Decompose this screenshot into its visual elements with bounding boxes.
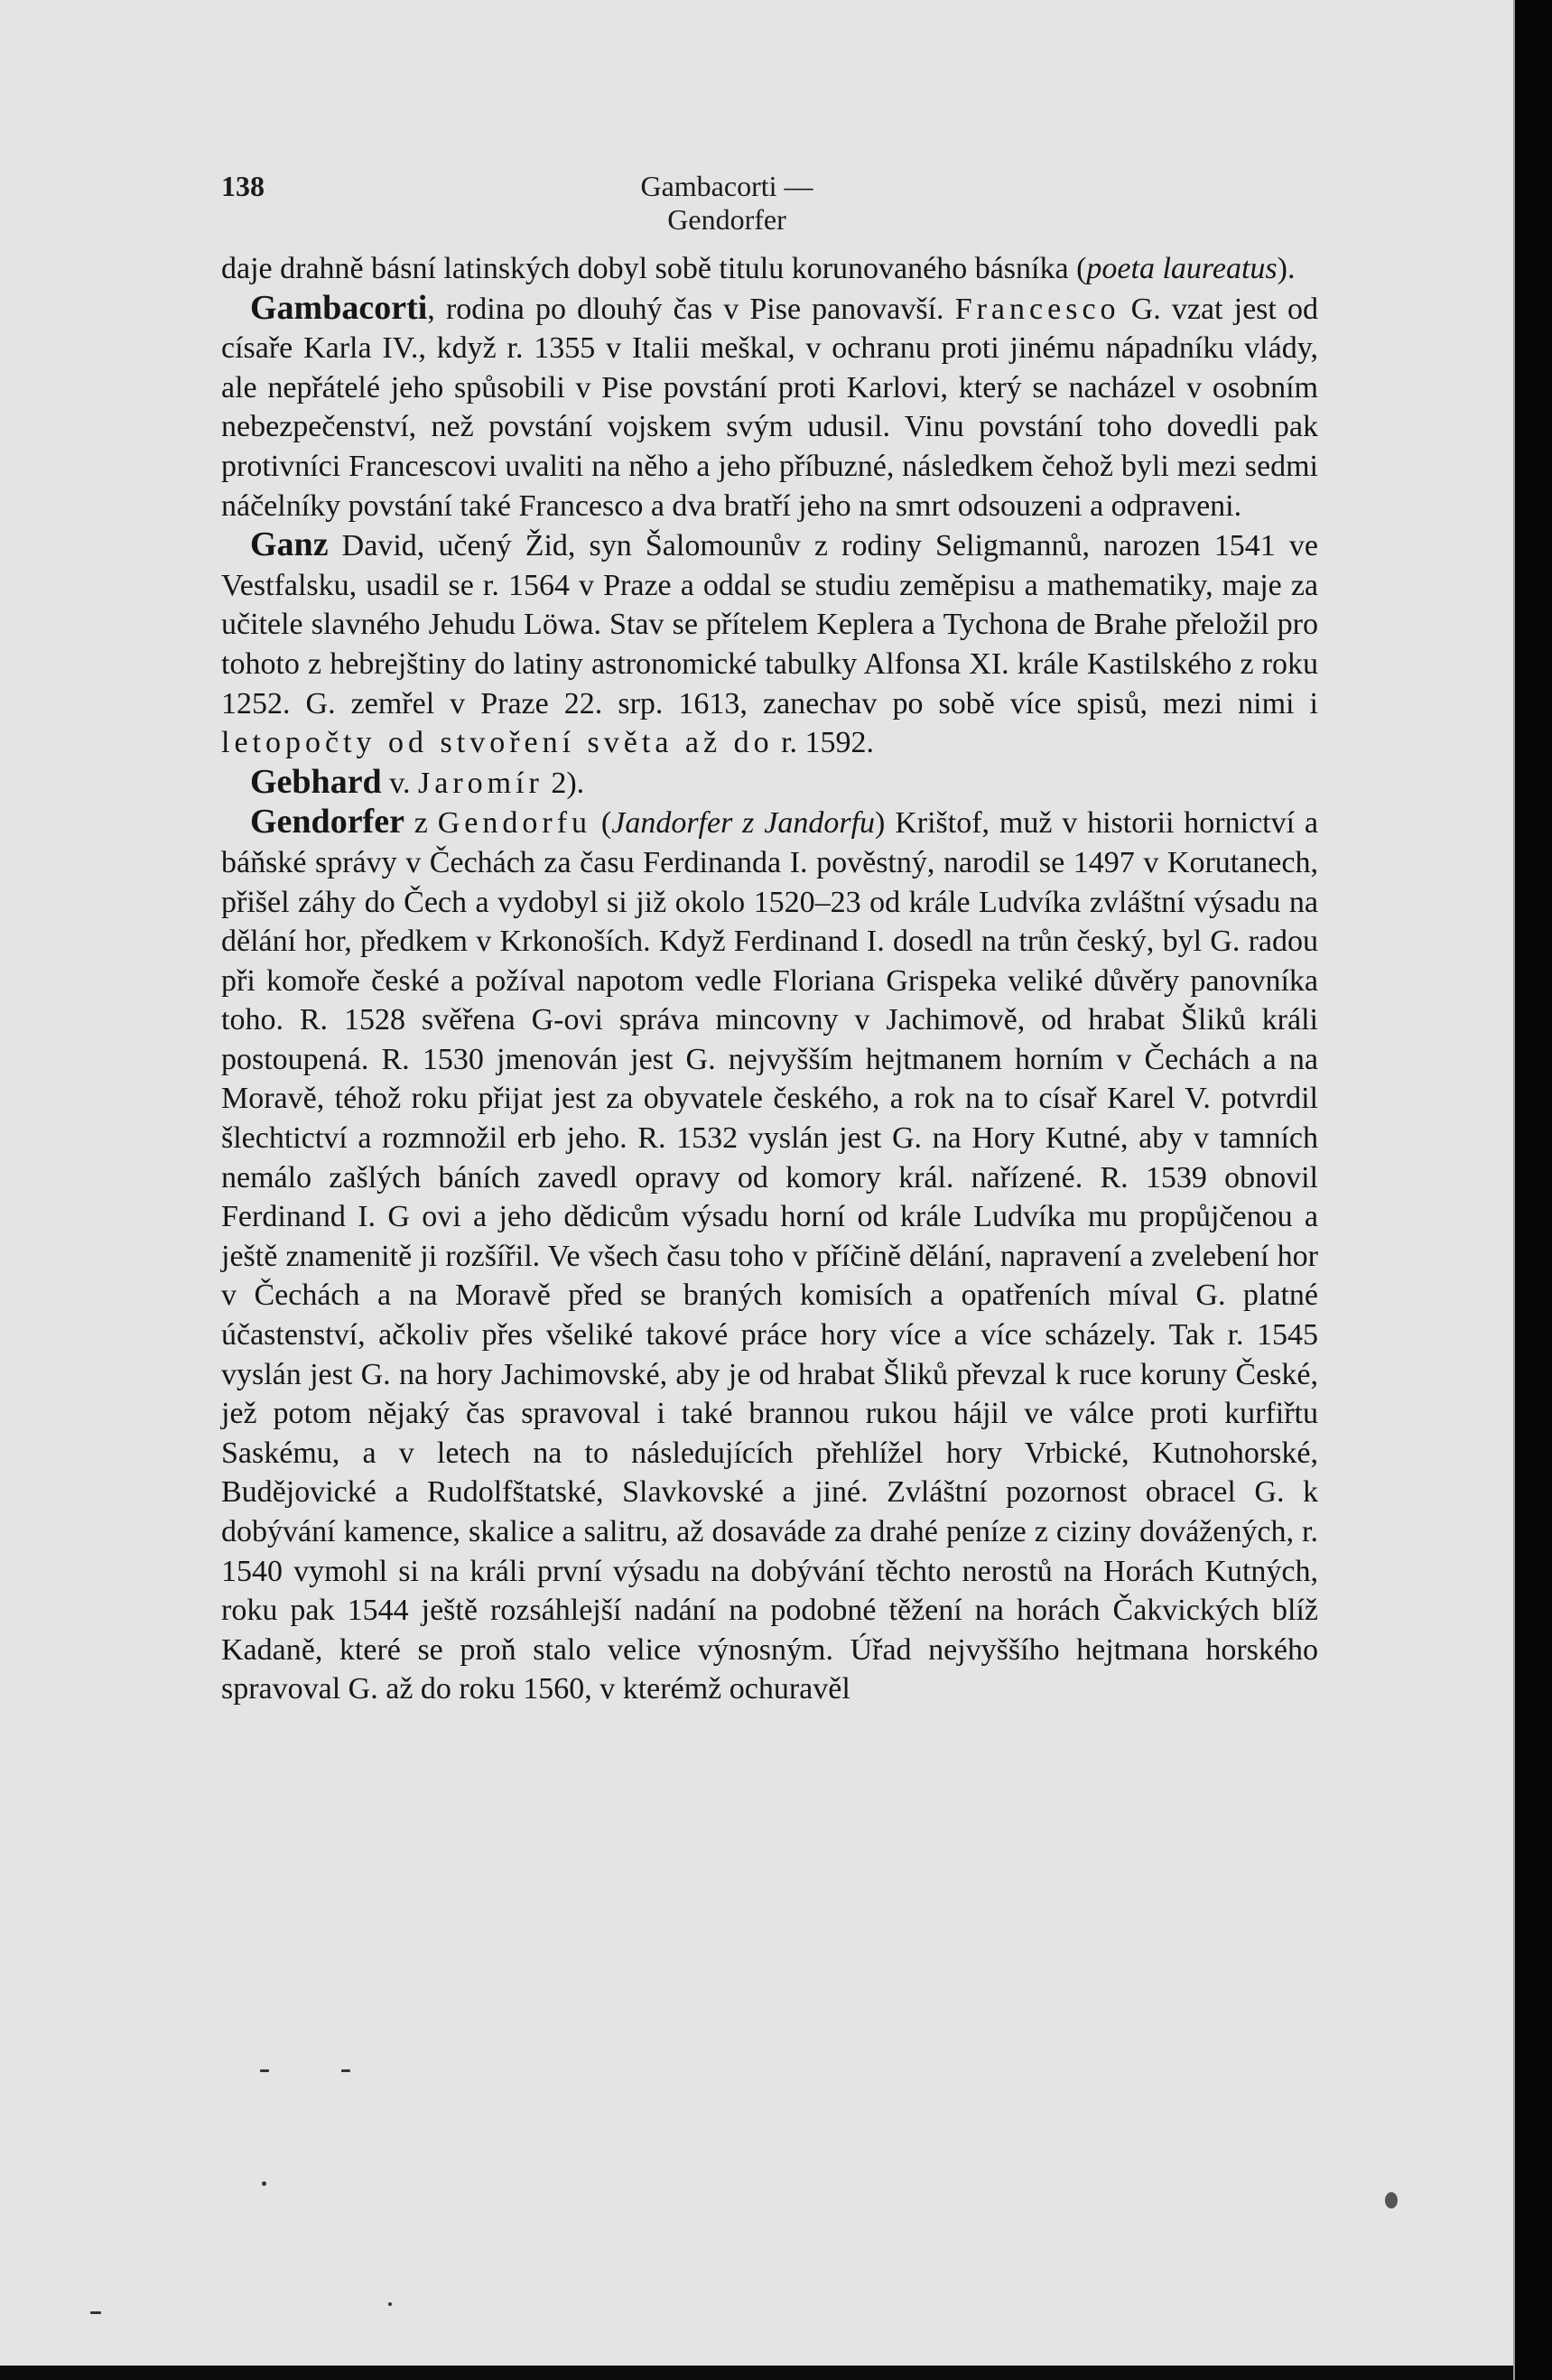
spaced-run: Jaromír [418, 766, 544, 800]
text-run: 2). [543, 766, 585, 800]
book-spine [1515, 0, 1552, 2380]
text-run: ). [1277, 252, 1296, 285]
spaced-run: Gendorfu [437, 806, 592, 841]
paragraph-continuation [221, 249, 1318, 289]
italic-run: poeta laureatus [1086, 252, 1278, 285]
page-header [221, 170, 1318, 236]
scan-speck [90, 2311, 101, 2314]
running-head: Gambacorti — Gendorfer [640, 170, 813, 236]
entry-gambacorti [221, 289, 1318, 526]
headword: Gambacorti [250, 288, 428, 327]
body-text [221, 249, 1318, 1709]
entry-gendorfer [221, 803, 1318, 1709]
headword: Gendorfer [250, 803, 404, 841]
italic-run: Jandorfer z Jandorfu [611, 806, 876, 841]
scan-speck [341, 2069, 350, 2072]
headword: Gebhard [250, 762, 382, 801]
scan-speck [388, 2302, 392, 2306]
text-run: , rodina po dlouhý čas v Pise panovavší. [427, 292, 955, 326]
text-run: ( [591, 806, 612, 841]
text-run: r. 1592. [773, 726, 875, 760]
text-run: z [404, 806, 438, 841]
scan-speck [262, 2181, 266, 2186]
scan-speck [1385, 2192, 1398, 2208]
page-number: 138 [221, 170, 265, 202]
text-run: daje drahně básní latinských dobyl sobě titulu korunovaného básníka ( [221, 252, 1087, 285]
scan-speck [260, 2069, 269, 2072]
headword: Ganz [250, 525, 329, 564]
spaced-run: Francesco [954, 292, 1120, 326]
text-run: v. [381, 766, 418, 800]
text-run: G. vzat jest od císaře Karla IV., když r. 1355 v Italii meškal, v ochranu proti jinému nápadníku vlády, ale nepřátelé jeho spůsobili v Pise povstání proti Karlovi, který se nacházel v osobním nebezpečenství, než povstání vojskem svým udusil. Vinu povstání toho dovedli pak protivníci Francescovi uvaliti na něho a jeho příbuzné, následkem čehož byli mezi sedmi náčelníky povstání také Francesco a dva bratří jeho na smrt odsouzeni a odpraveni. [221, 292, 1318, 523]
spaced-run: letopočty od stvoření světa až do [221, 726, 774, 760]
entry-ganz [221, 525, 1318, 763]
text-run: David, učený Žid, syn Šalomounův z rodiny Seligmannů, narozen 1541 ve Vestfalsku, usadil se r. 1564 v Praze a oddal se studiu zeměpisu a mathematiky, maje za učitele slavného Jehudu Löwa. Stav se přítelem Keplera a Tychona de Brahe přeložil pro tohoto z hebrejštiny do latiny astronomické tabulky Alfonsa XI. krále Kastilského z roku 1252. G. zemřel v Praze 22. srp. 1613, zanechav po sobě více spisů, mezi nimi i [221, 529, 1318, 721]
entry-gebhard [221, 763, 1318, 804]
text-run: ) Krištof, muž v historii hornictví a báňské správy v Čechách za času Ferdinanda I. pověstný, narodil se 1497 v Korutanech, přišel záhy do Čech a vydobyl si již okolo 1520–23 od krále Ludvíka zvláštní výsadu na dělání hor, předkem v Krkonoších. Když Ferdinand I. dosedl na trůn český, byl G. radou při komoře české a požíval napotom vedle Floriana Grispeka veliké důvěry panovníka toho. R. 1528 svěřena G-ovi správa mincovny v Jachimově, od hrabat Šliků králi postoupená. R. 1530 jmenován jest G. nejvyšším hejtmanem horním v Čechách a na Moravě, téhož roku přijat jest za obyvatele českého, a rok na to císař Karel V. potvrdil šlechtictví a rozmnožil erb jeho. R. 1532 vyslán jest G. na Hory Kutné, aby v tamních nemálo zašlých báních zavedl opravy od komory král. nařízené. R. 1539 obnovil Ferdinand I. G ovi a jeho dědicům výsadu horní od krále Ludvíka mu propůjčenou a ještě znamenitě ji rozšířil. Ve všech času toho v příčině dělání, napravení a zvelebení hor v Čechách a na Moravě před se braných komisích a opatřeních míval G. platné účastenství, ačkoliv přes všeliké takové práce hory více a více scházely. Tak r. 1545 vyslán jest G. na hory Jachimovské, aby je od hrabat Šliků převzal k ruce koruny České, jež potom nějaký čas spravoval i také brannou rukou hájil ve válce proti kurfiřtu Saskému, a v letech na to následujících přehlížel hory Vrbické, Kutnohorské, Budějovické a Rudolfštatské, Slavkovské a jiné. Zvláštní pozornost obracel G. k dobývání kamence, skalice a salitru, až dosaváde za drahé peníze z ciziny dovážených, r. 1540 vymohl si na králi první výsadu na dobývání těchto nerostů na Horách Kutných, roku pak 1544 ještě rozsáhlejší nadání na podobné těžení na horách Čakvických blíž Kadaně, které se proň stalo velice výnosným. Úřad nejvyššího hejtmana horského spravoval G. až do roku 1560, v kterémž ochuravěl [221, 806, 1318, 1706]
